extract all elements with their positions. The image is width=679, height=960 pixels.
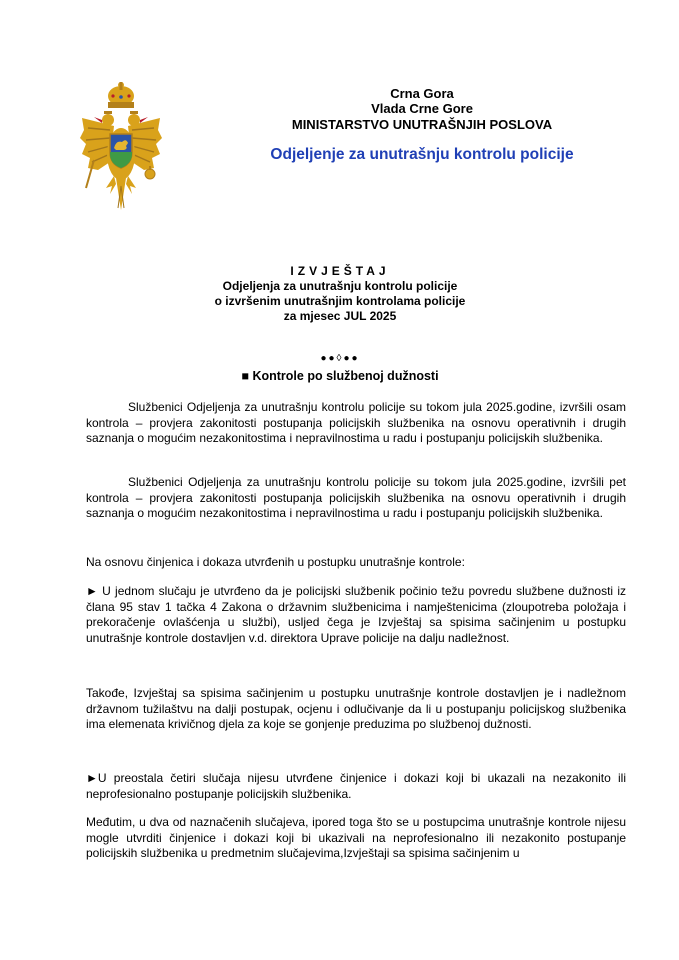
paragraph-5: Takođe, Izvještaj sa spisima sačinjenim u postupku unutrašnje kontrole dostavljen je i nadležnom državnom tužilaštvu na dalji postupak, ocjenu i odlučivanje da li u postupanju policijskog službenika ima elemenata krivičnog djela za koje se gonjenje preduzima po službenoj dužnosti.: [86, 686, 626, 731]
report-subtitle-line1: Odjeljenja za unutrašnju kontrolu policije: [222, 279, 458, 293]
header-department: Odjeljenje za unutrašnju kontrolu policije: [270, 146, 574, 163]
paragraph-1: Službenici Odjeljenja za unutrašnju kontrolu policije su tokom jula 2025.godine, izvršili osam kontrola – provjera zakonitosti postupanja policijskih službenika na osnovu operativnih i drugih saznanja o mogućim nezakonitostima i nepravilnostima u radu i postupanju policijskih službenika.: [86, 400, 626, 445]
report-heading: IZVJEŠTAJ: [290, 264, 390, 278]
ornament-divider: ●●◊●●: [320, 353, 360, 364]
paragraph-2: Službenici Odjeljenja za unutrašnju kontrolu policije su tokom jula 2025.godine, izvršili pet kontrola – provjera zakonitosti postupanja policijskih službenika na osnovu operativnih i drugih saznanja o mogućim nezakonitostima i nepravilnostima u radu i postupanju policijskih službenika.: [86, 475, 626, 520]
section-heading-text: Kontrole po službenoj dužnosti: [252, 369, 439, 383]
square-bullet-icon: ■: [241, 369, 249, 383]
header-country: Crna Gora: [390, 86, 454, 101]
header-ministry: MINISTARSTVO UNUTRAŠNJIH POSLOVA: [291, 117, 553, 132]
report-subtitle-line2: o izvršenim unutrašnjim kontrolama policije: [214, 294, 466, 308]
section-heading: [150, 369, 530, 383]
paragraph-7: Međutim, u dva od naznačenih slučajeva, ipored toga što se u postupcima unutrašnje kontrole nijesu mogle utvrditi činjenice i dokazi koji bi ukazivali na neprofesionalno ili nezakonito postupanje policijskih službenika u predmetnim slučajevima,Izvještaji sa spisima sačinjenim u: [86, 815, 626, 860]
paragraph-6: ►U preostala četiri slučaja nijesu utvrđene činjenice i dokazi koji bi ukazali na nezakonito ili neprofesionalno postupanje policijskih službenika.: [86, 771, 626, 801]
header-government: Vlada Crne Gore: [371, 101, 473, 116]
paragraph-3: Na osnovu činjenica i dokaza utvrđenih u postupku unutrašnje kontrole:: [86, 555, 465, 569]
coat-of-arms-icon: [80, 82, 162, 214]
paragraph-4: ► U jednom slučaju je utvrđeno da je policijski službenik počinio težu povredu službene dužnosti iz člana 95 stav 1 tačka 4 Zakona o državnim službenicima i namještenicima (zloupotreba položaja i prekoračenje ovlašćenja u službi), usljed čega je Izvještaj sa spisima sačinjenim u postupku unutrašnje kontrole dostavljen v.d. direktora Uprave policije na dalju nadležnost.: [86, 584, 626, 645]
report-subtitle-line3: za mjesec JUL 2025: [283, 309, 397, 323]
